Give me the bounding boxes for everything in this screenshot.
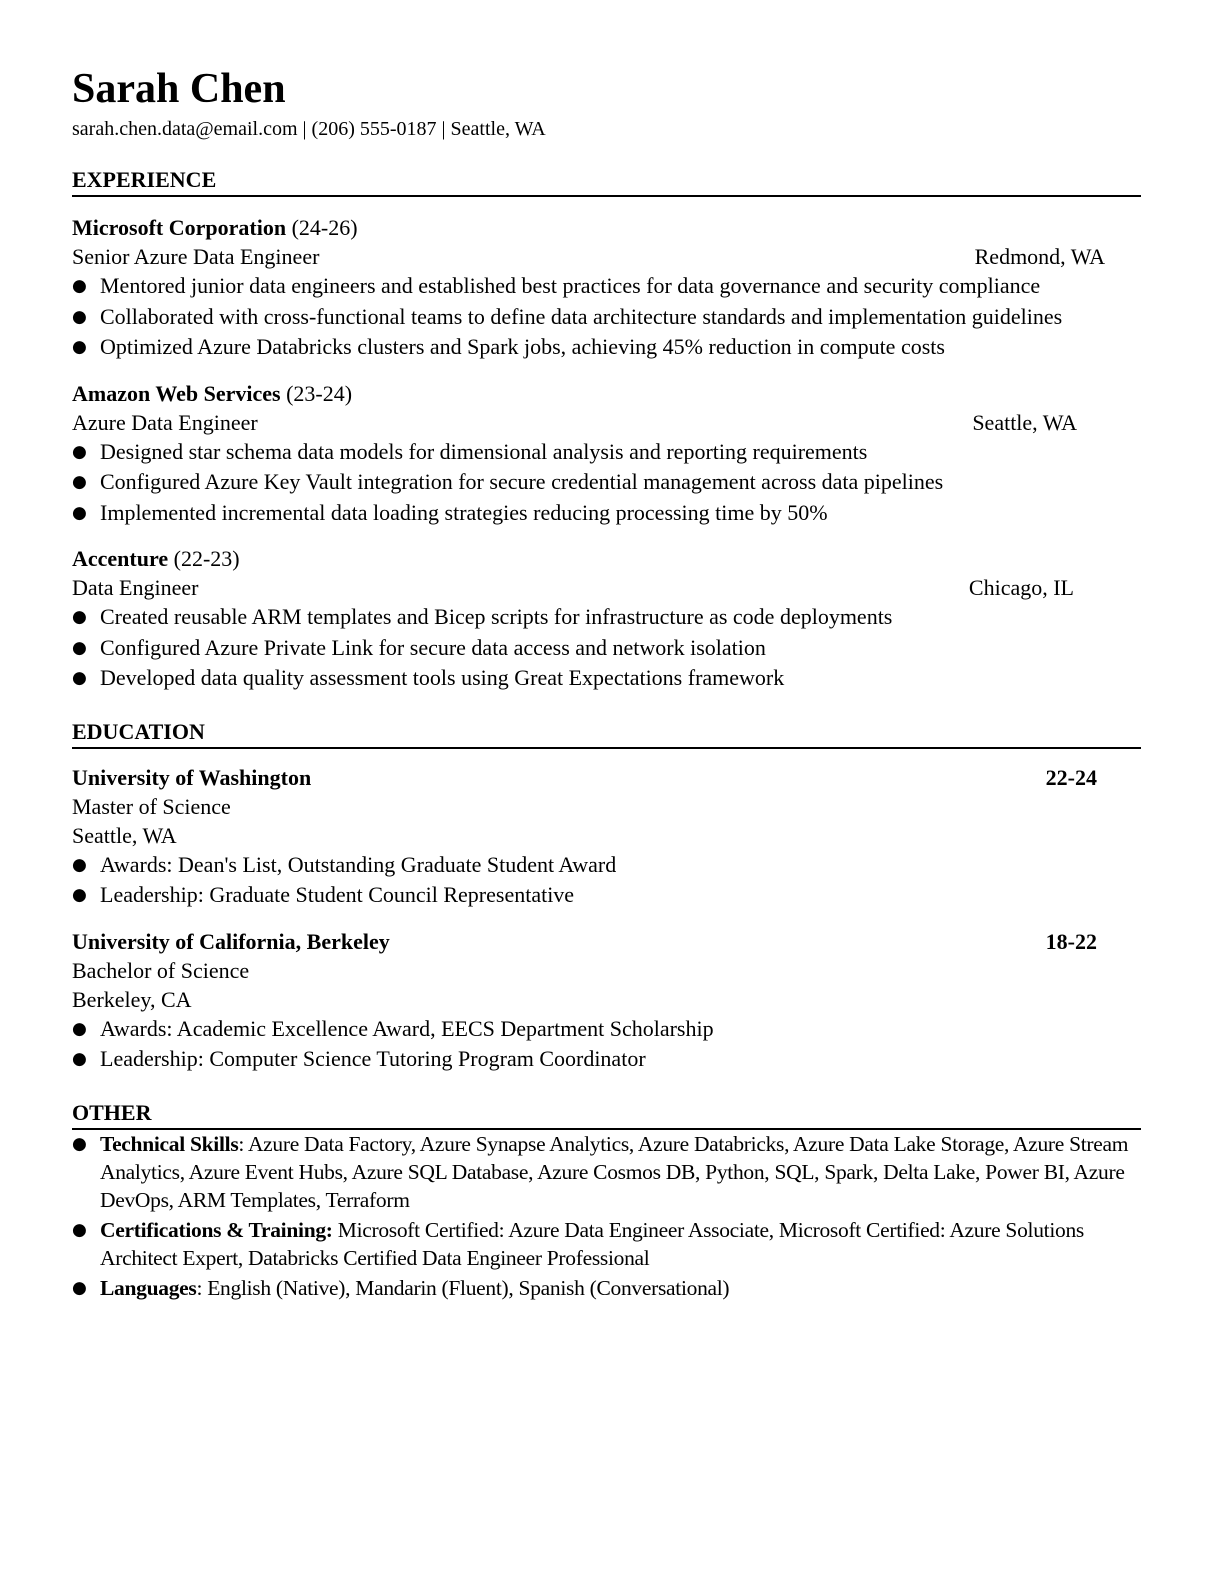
list-item: [72, 1216, 1141, 1272]
contact-line: sarah.chen.data@email.com | (206) 555-0187 | Seattle, WA: [72, 118, 546, 140]
job-role: Azure Data Engineer: [72, 409, 258, 435]
job-location: Redmond, WA: [974, 244, 1105, 269]
job-entry: [72, 544, 1141, 694]
list-item: ● Configured Azure Key Vault integration for secure credential management across data pipelines: [72, 467, 1141, 498]
job-heading: [72, 379, 352, 408]
list-item: ● Awards: Dean's List, Outstanding Graduate Student Award: [72, 850, 1141, 881]
job-entry: [72, 379, 1141, 529]
company-name: Accenture: [72, 546, 169, 571]
list-item: ● Designed star schema data models for dimensional analysis and reporting requirements: [72, 437, 1141, 468]
job-bullets: [72, 271, 1141, 363]
job-bullets: [72, 437, 1141, 529]
school-name: University of Washington: [72, 764, 312, 790]
job-dates: (23-24): [286, 380, 353, 406]
item-text: Azure Data Factory, Azure Synapse Analytics, Azure Databricks, Azure Data Lake Storage, Azure Stream Analytics, Azure Event Hubs, Azure SQL Database, Azure Cosmos DB, Python, SQL, Spark, Delta Lake, Power BI, Azure DevOps, ARM Templates, Terraform: [100, 1131, 1129, 1212]
section-title-other: OTHER: [72, 1099, 1141, 1130]
list-item: ● Optimized Azure Databricks clusters and Spark jobs, achieving 45% reduction in compute costs: [72, 332, 1141, 363]
job-dates: (22-23): [173, 546, 240, 571]
job-location: Chicago, IL: [968, 575, 1074, 600]
education-entry: [72, 763, 1141, 911]
section-title-education: EDUCATION: [72, 718, 1141, 749]
job-location: Seattle, WA: [972, 409, 1077, 435]
item-text: Microsoft Certified: Azure Data Engineer Associate, Microsoft Certified: Azure Solutions Architect Expert, Databricks Certified Data Engineer Professional: [100, 1217, 1084, 1270]
education-entry: [72, 927, 1141, 1075]
item-label: Languages: [100, 1275, 197, 1300]
education-bullets: [72, 850, 1141, 911]
company-name: Microsoft Corporation: [72, 215, 287, 240]
degree: Bachelor of Science: [72, 957, 250, 983]
education-list: [72, 763, 1141, 1075]
item-label: Certifications & Training:: [100, 1217, 333, 1242]
job-heading: [72, 213, 358, 242]
list-item: ● Developed data quality assessment tools using Great Expectations framework: [72, 663, 1141, 694]
other-list: [72, 1130, 1141, 1302]
list-item: ● Mentored junior data engineers and established best practices for data governance and security compliance: [72, 271, 1141, 302]
item-label: Technical Skills: [100, 1131, 239, 1156]
list-item: ● Leadership: Graduate Student Council Representative: [72, 880, 1141, 911]
school-location: Seattle, WA: [72, 822, 177, 848]
section-title-experience: EXPERIENCE: [72, 166, 1141, 197]
list-item: ● Leadership: Computer Science Tutoring Program Coordinator: [72, 1044, 1141, 1075]
school-name: University of California, Berkeley: [72, 928, 390, 954]
education-bullets: [72, 1014, 1141, 1075]
list-item: ● Configured Azure Private Link for secure data access and network isolation: [72, 633, 1141, 664]
job-heading: [72, 544, 240, 573]
job-dates: (24-26): [291, 215, 358, 240]
school-location: Berkeley, CA: [72, 986, 192, 1012]
school-dates: 22-24: [1045, 764, 1097, 790]
list-item: ● Awards: Academic Excellence Award, EECS Department Scholarship: [72, 1014, 1141, 1045]
item-text: English (Native), Mandarin (Fluent), Spanish (Conversational): [207, 1275, 730, 1300]
list-item: ● Languages: English (Native), Mandarin (Fluent), Spanish (Conversational): [72, 1274, 1141, 1302]
list-item: ● Implemented incremental data loading strategies reducing processing time by 50%: [72, 498, 1141, 529]
job-role: Senior Azure Data Engineer: [72, 244, 320, 269]
list-item: ● Collaborated with cross-functional teams to define data architecture standards and implementation guidelines: [72, 302, 1141, 333]
list-item: ● Created reusable ARM templates and Bicep scripts for infrastructure as code deployments: [72, 602, 1141, 633]
job-bullets: [72, 602, 1141, 694]
list-item: ● Technical Skills: Azure Data Factory, Azure Synapse Analytics, Azure Databricks, Azure Data Lake Storage, Azure Stream Analytics, Azure Event Hubs, Azure SQL Database, Azure Cosmos DB, Python, SQL, Spark, Delta Lake, Power BI, Azure DevOps, ARM Templates, Terraform: [72, 1130, 1141, 1214]
resume-page: [72, 62, 1141, 1304]
school-dates: 18-22: [1045, 928, 1097, 954]
degree: Master of Science: [72, 793, 231, 819]
candidate-name: Sarah Chen: [72, 66, 286, 112]
job-role: Data Engineer: [72, 575, 199, 600]
company-name: Amazon Web Services: [72, 380, 281, 406]
job-entry: [72, 213, 1141, 363]
